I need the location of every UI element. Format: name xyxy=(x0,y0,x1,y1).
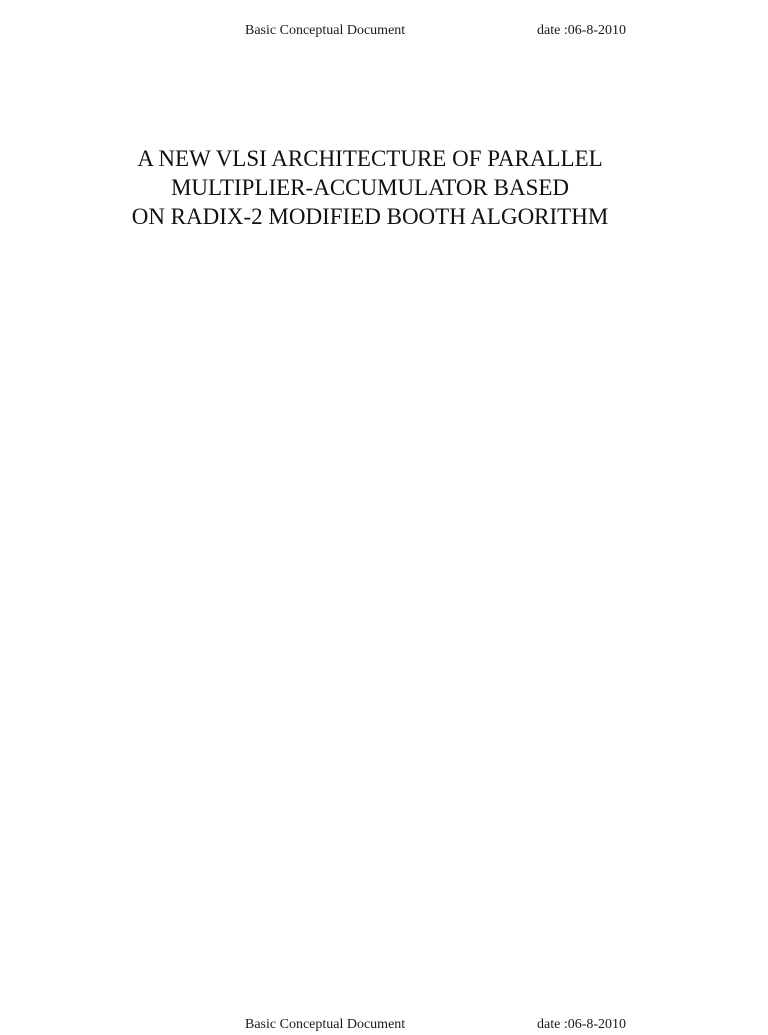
next-page-header xyxy=(0,1015,768,1035)
title-line-1: A NEW VLSI ARCHITECTURE OF PARALLEL xyxy=(137,146,603,171)
page-header xyxy=(0,21,768,41)
header-document-name: Basic Conceptual Document xyxy=(245,23,406,38)
document-title xyxy=(100,144,640,231)
title-line-3: ON RADIX-2 MODIFIED BOOTH ALGORITHM xyxy=(131,204,609,229)
header-date: date :06-8-2010 xyxy=(537,23,627,38)
title-line-2: MULTIPLIER-ACCUMULATOR BASED xyxy=(170,175,570,200)
next-header-document-name: Basic Conceptual Document xyxy=(245,1017,406,1032)
next-header-date: date :06-8-2010 xyxy=(537,1017,627,1032)
